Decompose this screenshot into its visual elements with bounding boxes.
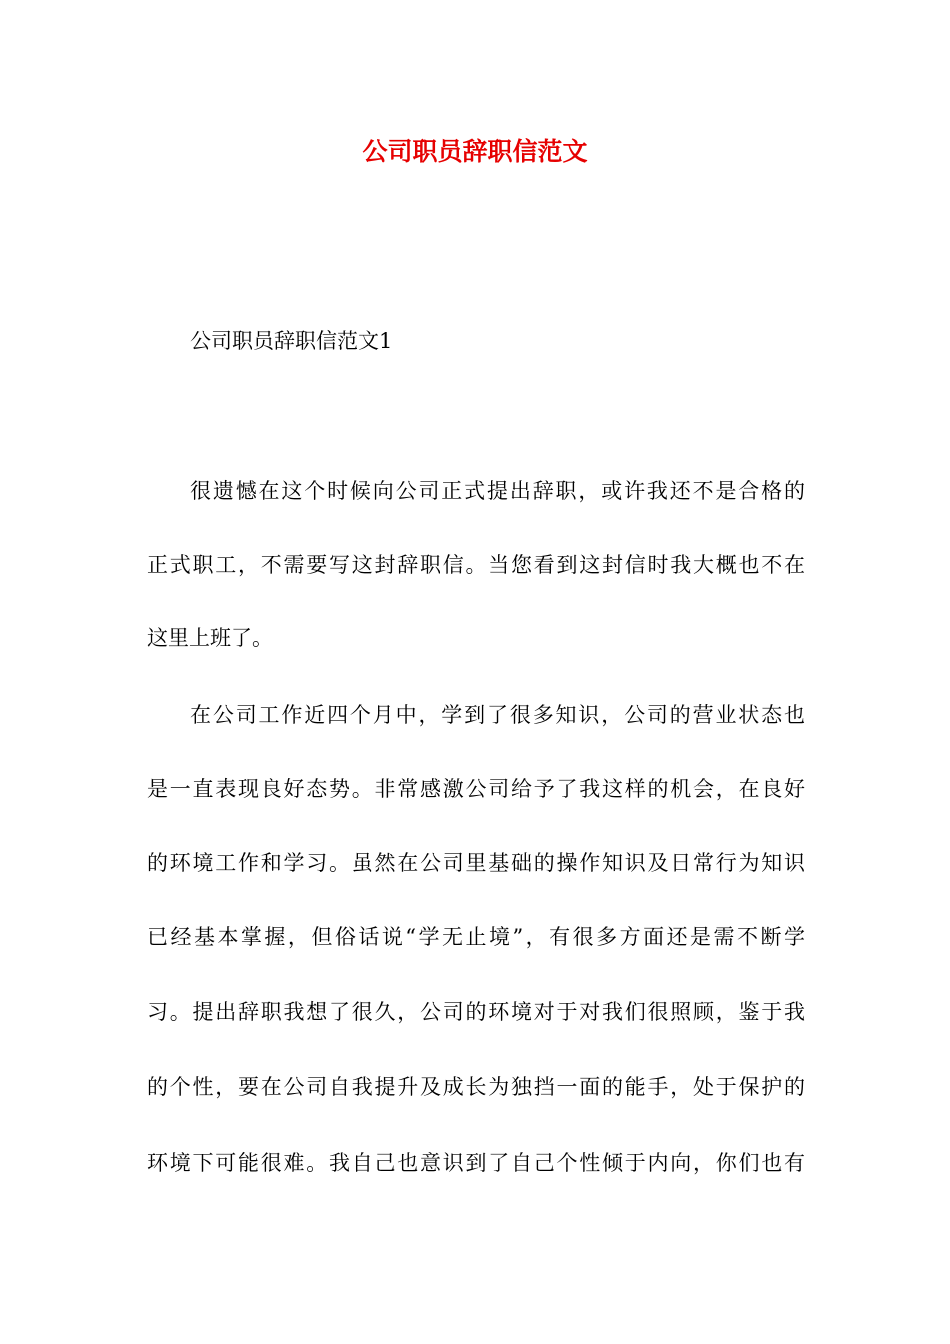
paragraph-line: 在公司工作近四个月中，学到了很多知识，公司的营业状态也 — [190, 703, 805, 727]
paragraph-line: 是一直表现良好态势。非常感激公司给予了我这样的机会，在良好 — [147, 777, 805, 801]
paragraph-line: 习。提出辞职我想了很久，公司的环境对于对我们很照顾，鉴于我 — [147, 1000, 805, 1024]
letter-heading: 公司职员辞职信范文1 — [190, 329, 393, 353]
paragraph-line: 很遗憾在这个时候向公司正式提出辞职，或许我还不是合格的 — [190, 479, 805, 503]
paragraph-line: 已经基本掌握，但俗话说“学无止境”，有很多方面还是需不断学 — [147, 925, 805, 949]
paragraph-line: 环境下可能很难。我自己也意识到了自己个性倾于内向，你们也有 — [147, 1151, 805, 1175]
document-title: 公司职员辞职信范文 — [362, 137, 588, 166]
paragraph-line: 的个性，要在公司自我提升及成长为独挡一面的能手，处于保护的 — [147, 1075, 805, 1099]
paragraph-line: 这里上班了。 — [147, 626, 273, 650]
paragraph-line: 的环境工作和学习。虽然在公司里基础的操作知识及日常行为知识 — [147, 851, 805, 875]
paragraph-line: 正式职工，不需要写这封辞职信。当您看到这封信时我大概也不在 — [147, 553, 805, 577]
